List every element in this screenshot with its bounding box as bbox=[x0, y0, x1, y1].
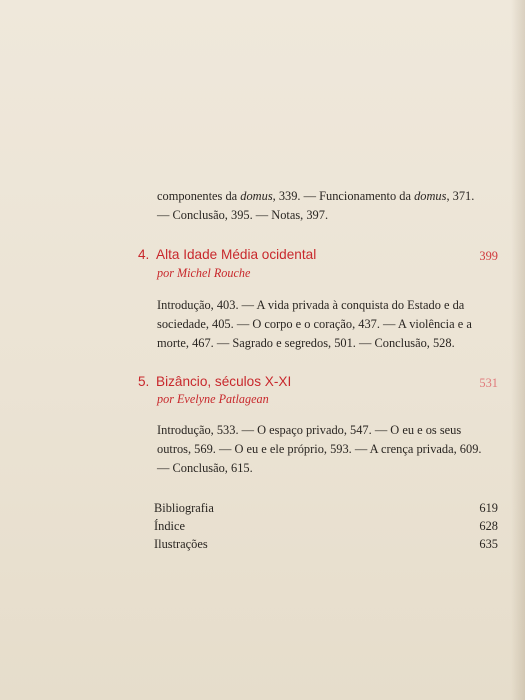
chapter-5-contents bbox=[157, 421, 482, 478]
contents-line bbox=[157, 206, 474, 225]
back-matter-label: Bibliografia bbox=[154, 501, 214, 515]
text-run: , 371. bbox=[446, 189, 475, 203]
back-matter-page: 635 bbox=[479, 537, 498, 551]
contents-line: — Conclusão, 615. bbox=[157, 461, 253, 475]
contents-line: sociedade, 405. — O corpo e o coração, 437. — A violência e a bbox=[157, 317, 472, 331]
back-matter-label: Ilustrações bbox=[154, 537, 208, 551]
italic-term: domus bbox=[240, 189, 273, 203]
chapter-number: 4. bbox=[138, 247, 150, 262]
text-run: componentes da bbox=[157, 189, 241, 203]
chapter-title: Alta Idade Média ocidental bbox=[156, 247, 317, 262]
text-run: — Conclusão, 395. — Notas, 397. bbox=[157, 208, 329, 222]
chapter-4-author: por Michel Rouche bbox=[157, 266, 251, 280]
chapter-4-heading bbox=[138, 247, 316, 262]
chapter-4-contents bbox=[157, 296, 472, 353]
chapter-5-heading bbox=[138, 374, 291, 389]
contents-line: outros, 569. — O eu e ele próprio, 593. — A crença privada, 609. bbox=[157, 442, 482, 456]
chapter-number: 5. bbox=[138, 374, 150, 389]
page-edge-shadow bbox=[511, 0, 525, 700]
contents-line: morte, 467. — Sagrado e segredos, 501. — Conclusão, 528. bbox=[157, 336, 455, 350]
back-matter-page: 628 bbox=[479, 519, 498, 533]
contents-line: Introdução, 403. — A vida privada à conquista do Estado e da bbox=[157, 298, 465, 312]
back-matter-page: 619 bbox=[479, 501, 498, 515]
chapter-5-author: por Evelyne Patlagean bbox=[157, 392, 269, 406]
contents-line bbox=[157, 187, 474, 206]
chapter-4-page-number: 399 bbox=[479, 249, 498, 263]
back-matter-label: Índice bbox=[154, 519, 185, 533]
contents-line: Introdução, 533. — O espaço privado, 547. — O eu e os seus bbox=[157, 423, 462, 437]
chapter-5-page-number: 531 bbox=[479, 376, 498, 390]
italic-term: domus bbox=[414, 189, 447, 203]
previous-section-contents bbox=[157, 187, 474, 225]
text-run: , 339. — Funcionamento da bbox=[272, 189, 415, 203]
chapter-title: Bizâncio, séculos X-XI bbox=[156, 374, 292, 389]
